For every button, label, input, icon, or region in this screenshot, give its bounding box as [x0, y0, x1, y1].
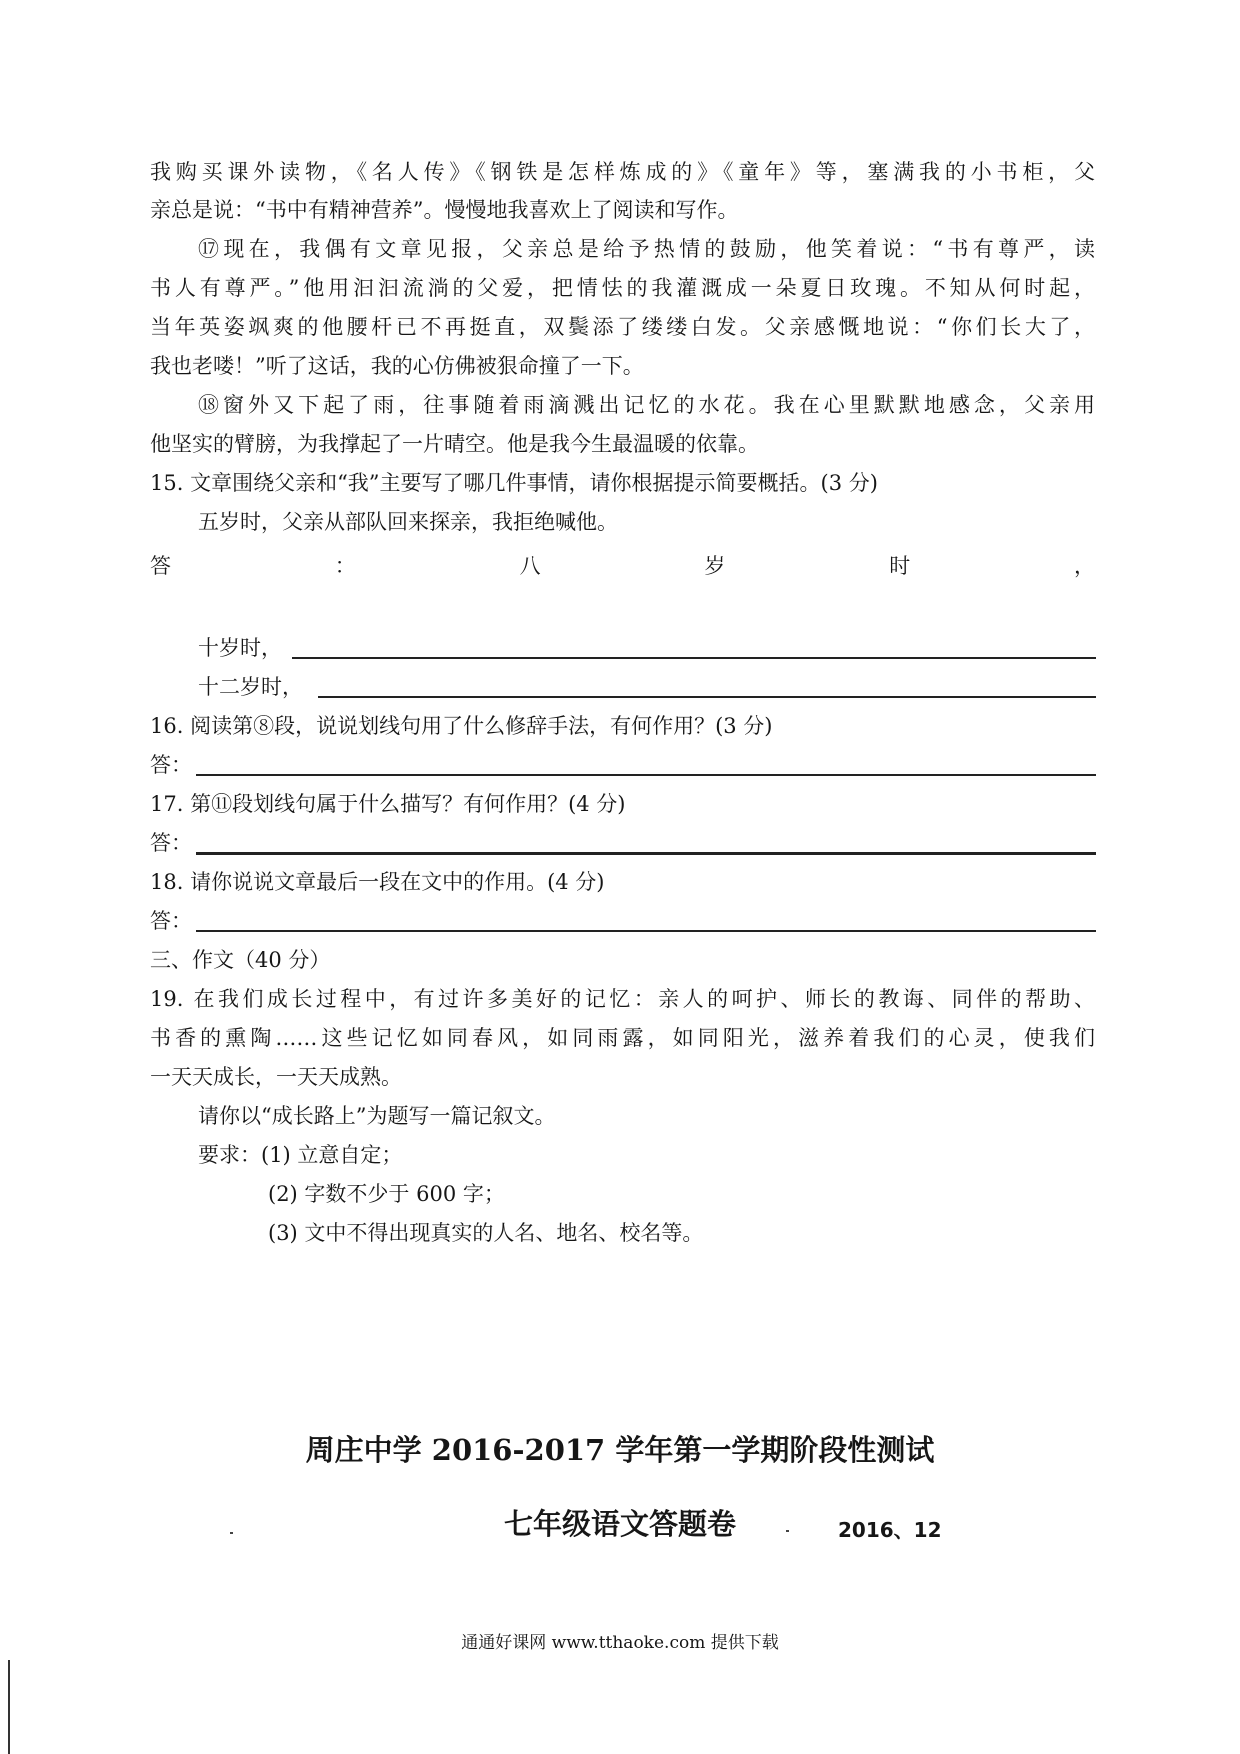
essay-requirement: (3) 文中不得出现真实的人名、地名、校名等。 — [268, 1221, 704, 1245]
answer-char: 答 — [150, 554, 171, 578]
essay-prompt-line: 一天天成长，一天天成熟。 — [150, 1065, 402, 1089]
answer-char: 岁 — [704, 554, 726, 578]
question-16-answer-line[interactable] — [196, 774, 1096, 776]
answer-char: ： — [334, 554, 356, 578]
question-16-answer-label: 答： — [150, 753, 192, 777]
essay-instruction: 请你以“成长路上”为题写一篇记叙文。 — [198, 1104, 556, 1128]
scan-edge-mark — [8, 1660, 10, 1754]
download-footer: 通通好课网 www.tthaoke.com 提供下载 — [461, 1633, 779, 1653]
question-15-hint: 五岁时，父亲从部队回来探亲，我拒绝喊他。 — [198, 510, 618, 534]
exam-date: 2016、12 — [838, 1518, 942, 1542]
scan-speck — [230, 1532, 233, 1534]
question-17-prompt: 17. 第⑪段划线句属于什么描写？有何作用？(4 分) — [150, 792, 626, 816]
passage-line: 我也老喽！”听了这话，我的心仿佛被狠命撞了一下。 — [150, 354, 644, 378]
age-12-label: 十二岁时， — [198, 675, 303, 699]
passage-line: ⑰现在，我偶有文章见报，父亲总是给予热情的鼓励，他笑着说：“书有尊严，读 — [198, 237, 1095, 261]
question-17-answer-label: 答： — [150, 831, 192, 855]
essay-requirement: (2) 字数不少于 600 字； — [268, 1182, 505, 1206]
question-18-answer-label: 答： — [150, 909, 192, 933]
answer-char: 八 — [519, 554, 541, 578]
essay-requirement: 要求：(1) 立意自定； — [198, 1143, 403, 1167]
passage-line: 他坚实的臂膀，为我撑起了一片晴空。他是我今生最温暖的依靠。 — [150, 432, 759, 456]
passage-line: 亲总是说：“书中有精神营养”。慢慢地我喜欢上了阅读和写作。 — [150, 198, 739, 222]
answer-sheet-title: 七年级语文答题卷 — [503, 1507, 736, 1541]
question-18-answer-line[interactable] — [196, 930, 1096, 932]
question-15-prompt: 15. 文章围绕父亲和“我”主要写了哪几件事情，请你根据提示简要概括。(3 分) — [150, 471, 878, 495]
answer-char: 时 — [889, 554, 911, 578]
question-17-answer-line[interactable] — [196, 852, 1096, 855]
exam-title: 周庄中学 2016-2017 学年第一学期阶段性测试 — [305, 1433, 935, 1467]
question-16-prompt: 16. 阅读第⑧段，说说划线句用了什么修辞手法，有何作用？(3 分) — [150, 714, 773, 738]
passage-line: 当年英姿飒爽的他腰杆已不再挺直，双鬓添了缕缕白发。父亲感慨地说：“你们长大了， — [150, 315, 1095, 339]
question-15-answer-line — [150, 547, 1095, 585]
age-12-answer-line[interactable] — [318, 696, 1096, 698]
passage-line: 书人有尊严。”他用汩汩流淌的父爱，把情怯的我灌溉成一朵夏日玫瑰。不知从何时起， — [150, 276, 1095, 300]
question-18-prompt: 18. 请你说说文章最后一段在文中的作用。(4 分) — [150, 870, 605, 894]
essay-prompt-line: 19. 在我们成长过程中，有过许多美好的记忆：亲人的呵护、师长的教诲、同伴的帮助、 — [150, 987, 1095, 1011]
answer-char: ， — [1073, 554, 1095, 578]
passage-line: ⑱窗外又下起了雨，往事随着雨滴溅出记忆的水花。我在心里默默地感念，父亲用 — [198, 393, 1095, 417]
age-10-answer-line[interactable] — [292, 657, 1096, 659]
passage-line: 我购买课外读物，《名人传》《钢铁是怎样炼成的》《童年》等，塞满我的小书柜，父 — [150, 160, 1095, 184]
essay-section-heading: 三、作文（40 分） — [150, 948, 331, 972]
age-10-label: 十岁时， — [198, 636, 282, 660]
scan-speck — [786, 1530, 789, 1532]
essay-prompt-line: 书香的熏陶……这些记忆如同春风，如同雨露，如同阳光，滋养着我们的心灵，使我们 — [150, 1026, 1095, 1050]
